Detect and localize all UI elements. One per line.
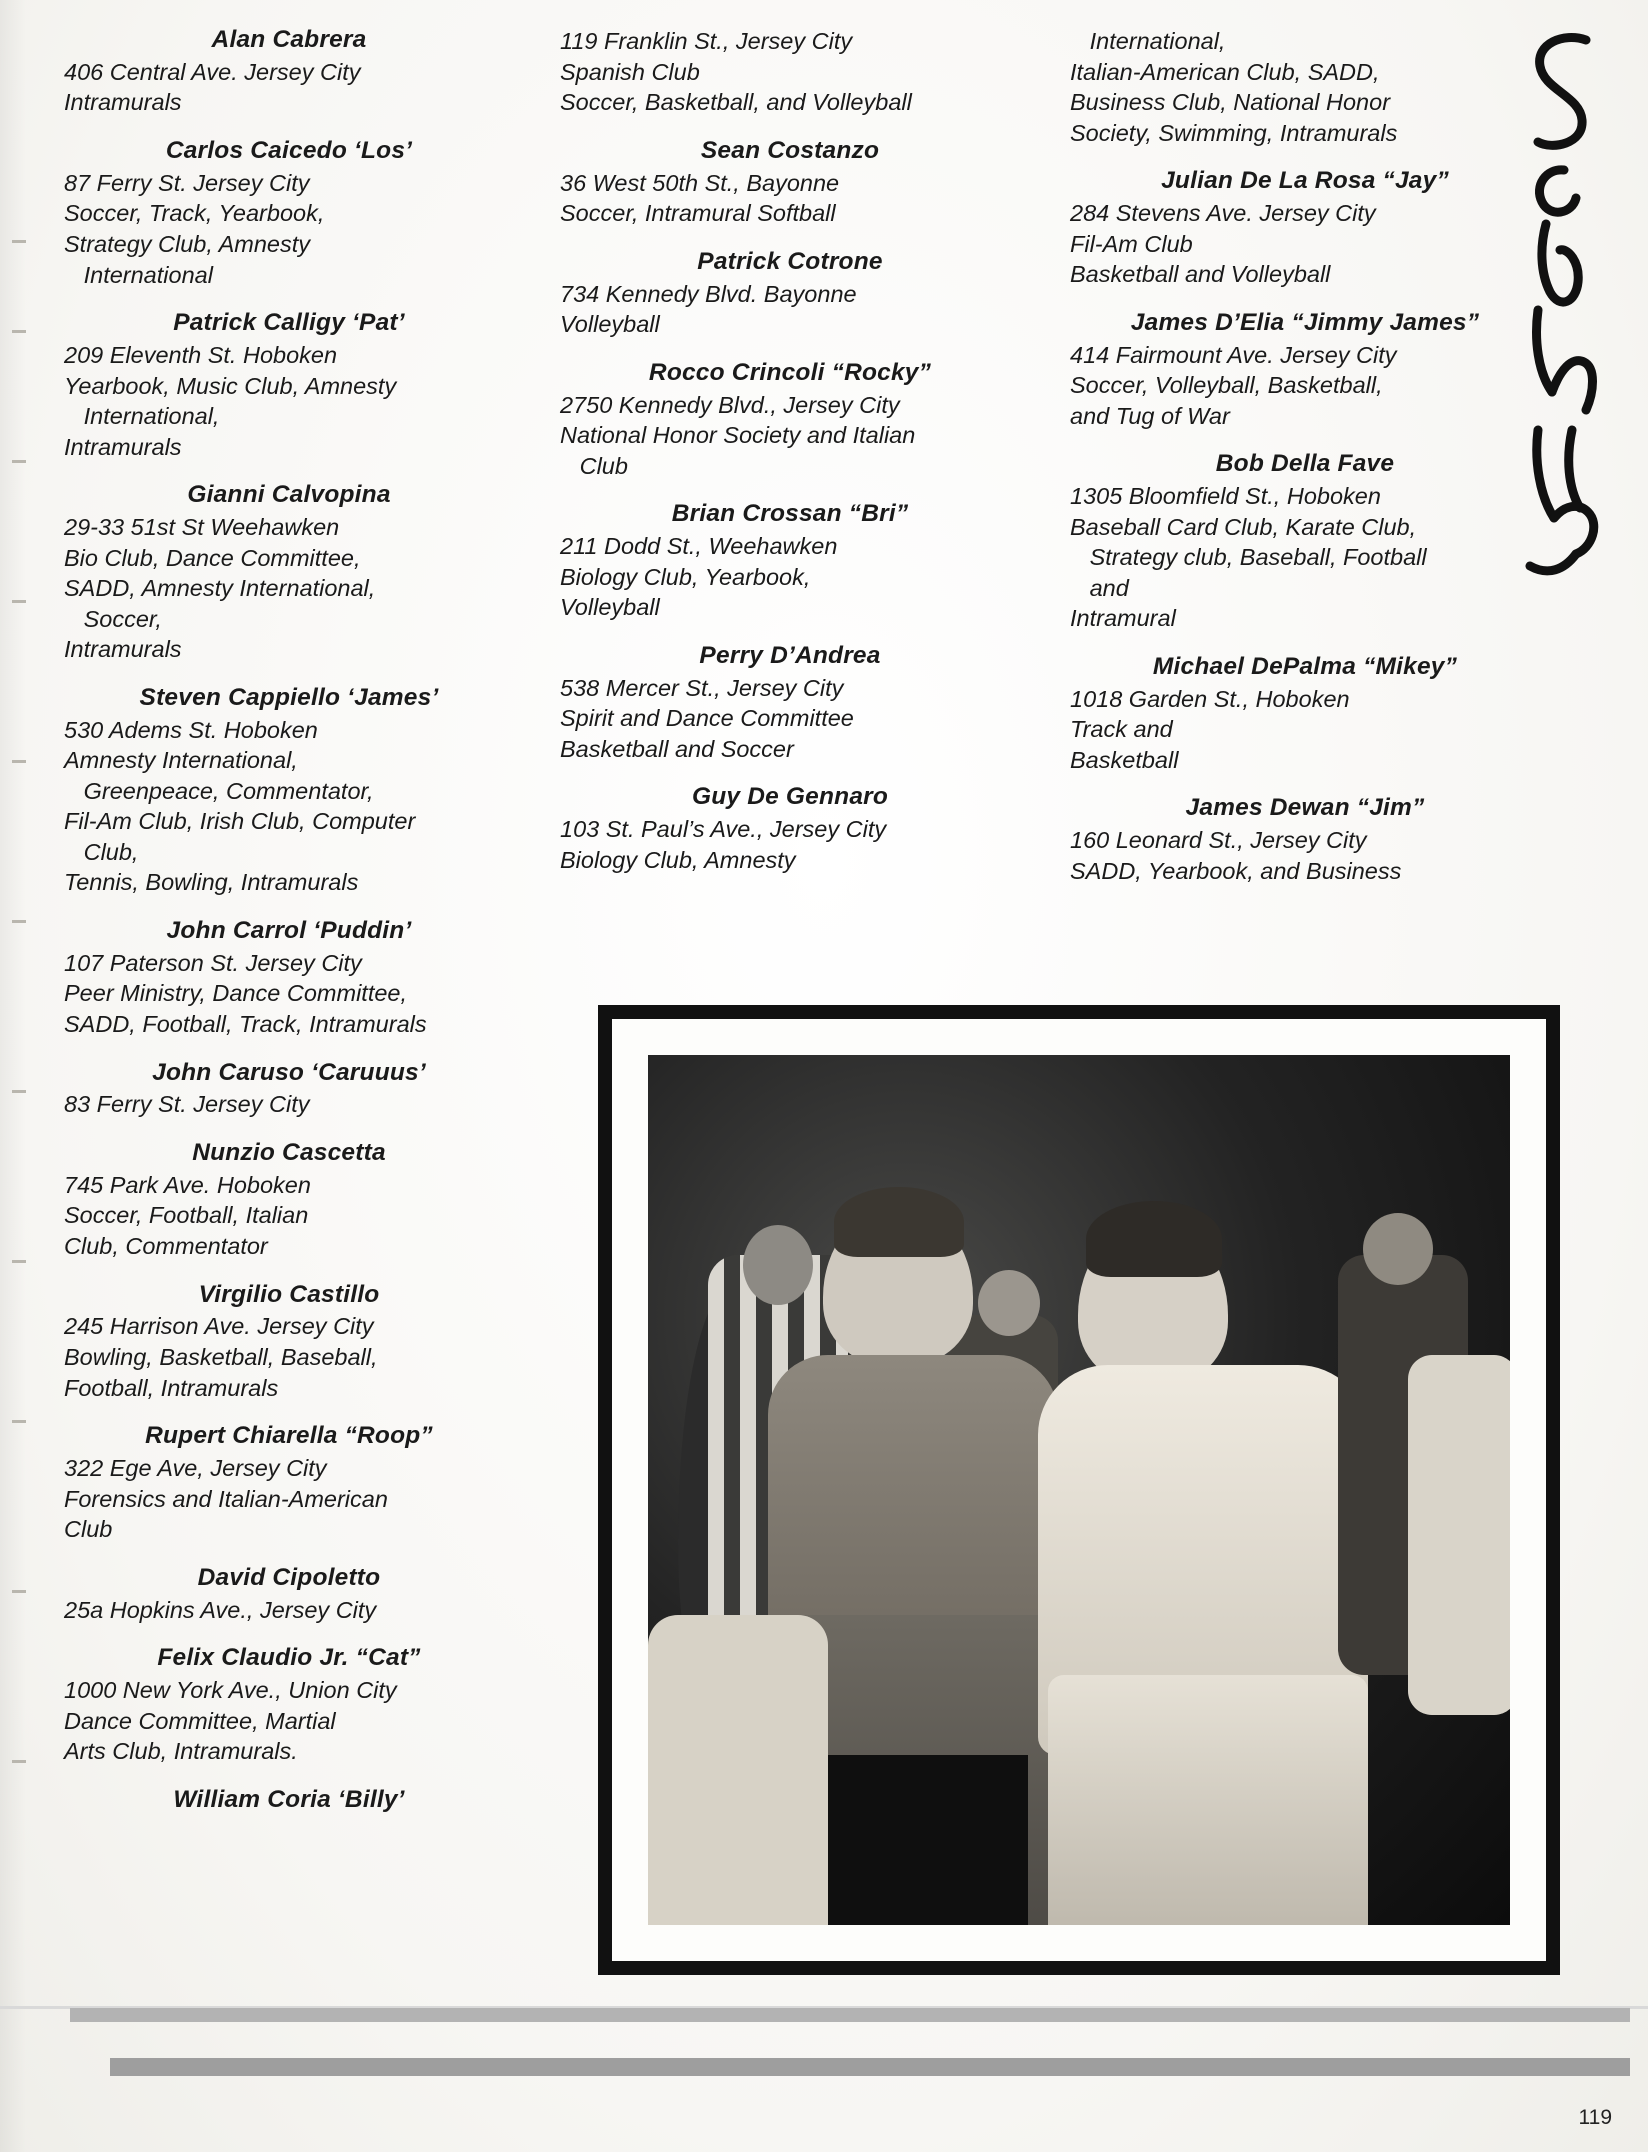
senior-activities: Biology Club, Yearbook, [560,563,811,590]
senior-activities: Club, [64,838,139,865]
senior-activities: and [1070,574,1129,601]
senior-address: 284 Stevens Ave. Jersey City [1070,200,1376,227]
senior-activities: Biology Club, Amnesty [560,846,796,873]
senior-activities: Soccer, Track, Yearbook, [64,200,325,227]
senior-activities: Soccer, Intramural Softball [560,200,836,227]
senior-activities: Basketball and Volleyball [1070,261,1331,288]
senior-address: 119 Franklin St., Jersey City [560,28,853,54]
page-number: 119 [1578,2106,1612,2129]
senior-entry [560,500,1020,623]
senior-activities: Basketball and Soccer [560,735,794,762]
senior-activities: International, [1070,28,1226,54]
senior-activities: Soccer, Volleyball, Basketball, [1070,372,1383,399]
senior-activities: Soccer, Football, Italian [64,1202,309,1229]
senior-entry-continuation [1070,26,1540,148]
senior-activities: SADD, Amnesty International, [64,575,376,602]
senior-name: David Cipoletto [197,1563,381,1591]
senior-activities: Track and [1070,716,1173,743]
senior-activities: Society, Swimming, Intramurals [1070,119,1398,146]
senior-name: James D’Elia “Jimmy James” [1130,308,1480,336]
senior-entry [64,309,514,462]
footer-bar-lower [110,2058,1630,2076]
senior-name: Gianni Calvopina [187,481,391,509]
senior-address: 29-33 51st St Weehawken [64,514,340,541]
senior-name: Patrick Cotrone [697,247,883,275]
senior-entry [1070,450,1540,634]
senior-activities: Basketball [1070,746,1179,773]
senior-entry-continuation [560,26,1020,118]
senior-entry [560,642,1020,765]
senior-activities: Tennis, Bowling, Intramurals [64,869,359,896]
senior-activities: Soccer, Basketball, and Volleyball [560,89,912,116]
senior-address: 530 Adems St. Hoboken [64,716,318,743]
senior-address: 25a Hopkins Ave., Jersey City [64,1596,377,1623]
senior-name: John Caruso ‘Caruuus’ [152,1058,426,1086]
senior-address: 160 Leonard St., Jersey City [1070,827,1367,854]
senior-entry [560,359,1020,482]
footer-bar-upper [70,2008,1630,2022]
senior-activities: Intramurals [64,636,182,663]
senior-entry [64,1281,514,1404]
senior-name: Patrick Calligy ‘Pat’ [173,309,405,337]
senior-name: Michael DePalma “Mikey” [1152,652,1458,680]
senior-entry [64,1564,514,1625]
senior-entry [64,137,514,290]
senior-activities: Spirit and Dance Committee [560,705,854,732]
senior-name: Nunzio Cascetta [192,1139,386,1167]
senior-entry [64,1059,514,1120]
senior-activities: Bowling, Basketball, Baseball, [64,1344,378,1371]
senior-address: 538 Mercer St., Jersey City [560,674,844,701]
senior-address: 414 Fairmount Ave. Jersey City [1070,341,1397,368]
senior-name: Julian De La Rosa “Jay” [1161,167,1449,195]
senior-entry [560,137,1020,229]
senior-entry [1070,653,1540,776]
senior-name: Alan Cabrera [211,26,367,53]
senior-entry [64,1786,514,1815]
senior-entry [1070,309,1540,432]
photo-mat [612,1019,1546,1961]
senior-name: Sean Costanzo [700,136,880,164]
senior-address: 36 West 50th St., Bayonne [560,169,840,196]
senior-activities: National Honor Society and Italian [560,422,916,449]
senior-name: Rocco Crincoli “Rocky” [648,358,932,386]
senior-entry [1070,167,1540,290]
senior-name: John Carrol ‘Puddin’ [166,917,412,945]
senior-activities: Business Club, National Honor [1070,89,1391,116]
senior-address: 245 Harrison Ave. Jersey City [64,1313,374,1340]
senior-name: William Coria ‘Billy’ [173,1785,405,1813]
column-2 [560,26,1020,894]
senior-activities: Club [560,452,628,479]
senior-entry [64,26,514,118]
senior-activities: Volleyball [560,311,660,338]
senior-name: Felix Claudio Jr. “Cat” [157,1644,421,1672]
senior-name: James Dewan “Jim” [1185,794,1425,822]
senior-name: Perry D’Andrea [699,641,881,669]
senior-activities: Forensics and Italian-American [64,1485,388,1512]
senior-activities: Yearbook, Music Club, Amnesty [64,372,397,399]
senior-address: 209 Eleventh St. Hoboken [64,342,338,368]
senior-activities: Spanish Club [560,58,700,85]
senior-activities: Bio Club, Dance Committee, [64,544,361,571]
senior-entry [560,248,1020,340]
senior-address: 2750 Kennedy Blvd., Jersey City [560,391,900,418]
senior-entry [1070,794,1540,886]
senior-name: Rupert Chiarella “Roop” [145,1422,433,1450]
senior-address: 745 Park Ave. Hoboken [64,1171,311,1198]
senior-activities: Intramurals [64,89,182,116]
dance-photo [648,1055,1510,1925]
senior-address: 83 Ferry St. Jersey City [64,1091,310,1118]
senior-activities: Italian-American Club, SADD, [1070,58,1380,85]
senior-address: 103 St. Paul’s Ave., Jersey City [560,816,887,843]
senior-activities: Peer Ministry, Dance Committee, [64,980,408,1007]
senior-entry [64,1422,514,1545]
senior-entry [64,481,514,665]
senior-activities: Volleyball [560,594,660,621]
senior-activities: Fil-Am Club, Irish Club, Computer [64,808,416,835]
senior-photo-frame [598,1005,1560,1975]
senior-address: 211 Dodd St., Weehawken [560,533,838,560]
senior-activities: Intramurals [64,433,182,460]
senior-entry [64,684,514,898]
senior-address: 322 Ege Ave, Jersey City [64,1455,327,1482]
column-3 [1070,26,1540,905]
column-1 [64,26,514,1834]
senior-address: 1018 Garden St., Hoboken [1070,685,1350,712]
senior-address: 734 Kennedy Blvd. Bayonne [560,280,857,307]
senior-activities: SADD, Football, Track, Intramurals [64,1011,427,1038]
senior-activities: Strategy Club, Amnesty [64,231,310,257]
senior-activities: Baseball Card Club, Karate Club, [1070,513,1417,540]
senior-activities: Club, Commentator [64,1233,268,1260]
senior-name: Bob Della Fave [1215,450,1395,478]
senior-activities: Intramural [1070,605,1176,632]
senior-activities: Greenpeace, Commentator, [64,777,374,804]
senior-address: 1000 New York Ave., Union City [64,1677,397,1704]
senior-activities: Dance Committee, Martial [64,1707,336,1734]
senior-entry [64,917,514,1040]
binding-marks [0,0,34,2000]
senior-address: 406 Central Ave. Jersey City [64,58,361,85]
senior-activities: Football, Intramurals [64,1374,279,1401]
senior-activities: SADD, Yearbook, and Business [1070,857,1402,884]
senior-activities: and Tug of War [1070,402,1230,429]
senior-entry [64,1139,514,1262]
senior-activities: International, [64,403,220,430]
senior-activities: International [64,261,213,288]
senior-name: Steven Cappiello ‘James’ [139,683,439,711]
senior-name: Virgilio Castillo [198,1280,380,1308]
senior-entry [64,1644,514,1767]
senior-address: 1305 Bloomfield St., Hoboken [1070,483,1381,510]
senior-activities: Club [64,1516,113,1543]
senior-activities: Arts Club, Intramurals. [64,1738,298,1765]
senior-activities: Amnesty International, [64,747,298,774]
senior-activities: Fil-Am Club [1070,230,1193,257]
senior-activities: Soccer, [64,605,162,632]
senior-name: Carlos Caicedo ‘Los’ [165,137,413,164]
senior-name: Guy De Gennaro [691,783,889,811]
senior-address: 87 Ferry St. Jersey City [64,169,310,196]
senior-activities: Strategy club, Baseball, Football [1070,544,1427,571]
senior-address: 107 Paterson St. Jersey City [64,949,362,976]
senior-entry [560,783,1020,875]
senior-name: Brian Crossan “Bri” [671,500,909,528]
